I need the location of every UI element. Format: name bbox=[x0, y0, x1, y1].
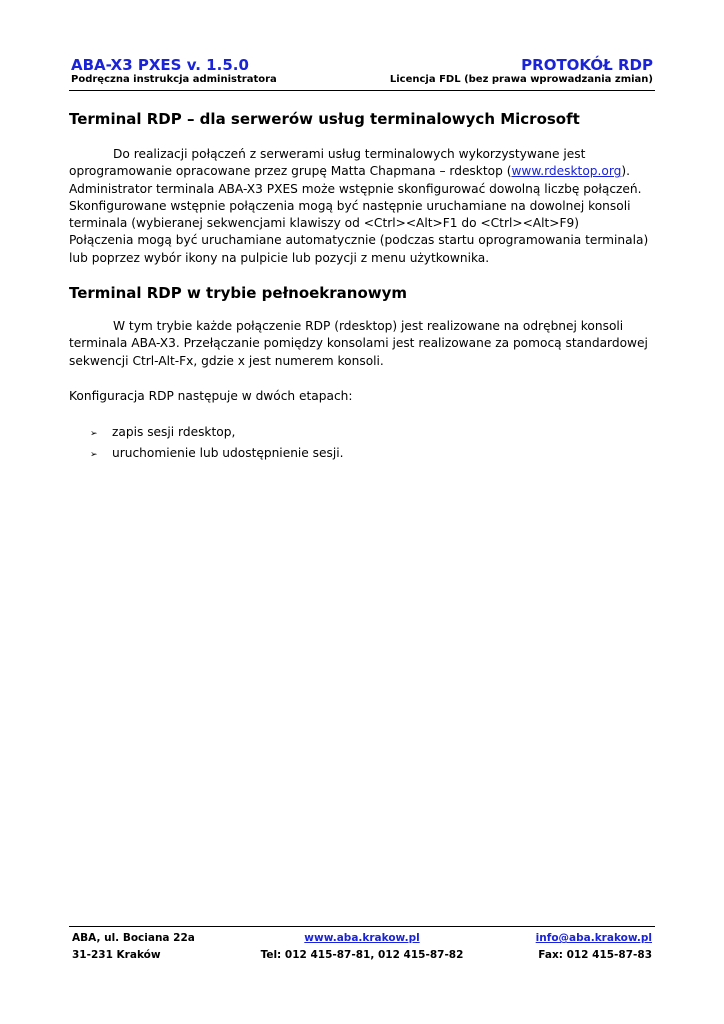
config-intro bbox=[69, 388, 629, 405]
paragraph-line: Do realizacji połączeń z serwerami usług terminalowych wykorzystywane jest bbox=[113, 147, 586, 161]
paragraph-line: terminala (wybieranej sekwencjami klawiszy od <Ctrl><Alt>F1 do <Ctrl><Alt>F9) bbox=[69, 216, 580, 231]
footer-email bbox=[536, 932, 652, 944]
header-title: ABA-X3 PXES v. 1.5.0 bbox=[71, 56, 249, 74]
paragraph-line: Konfiguracja RDP następuje w dwóch etapach: bbox=[69, 389, 353, 403]
website-link[interactable]: www.aba.krakow.pl bbox=[304, 932, 420, 944]
list-item-label: zapis sesji rdesktop, bbox=[112, 425, 236, 439]
arrowhead-bullet-icon: ➢ bbox=[90, 450, 98, 460]
paragraph-line: lub poprzez wybór ikony na pulpicie lub pozycji z menu użytkownika. bbox=[69, 250, 490, 265]
email-link[interactable]: info@aba.krakow.pl bbox=[535, 932, 652, 944]
paragraph-line: W tym trybie każde połączenie RDP (rdesktop) jest realizowane na odrębnej konsoli bbox=[113, 319, 624, 333]
text-span: oprogramowanie opracowane przez grupę Matta Chapmana – rdesktop ( bbox=[69, 164, 512, 179]
page-header bbox=[69, 54, 655, 91]
rdesktop-link[interactable]: www.rdesktop.org bbox=[511, 164, 622, 179]
section-heading-microsoft: Terminal RDP – dla serwerów usług terminalowych Microsoft bbox=[69, 110, 580, 128]
header-right-title: PROTOKÓŁ RDP bbox=[521, 56, 653, 74]
config-steps-list bbox=[90, 422, 344, 464]
footer-address-line2: 31-231 Kraków bbox=[72, 949, 161, 961]
footer-phone: Tel: 012 415-87-81, 012 415-87-82 bbox=[260, 949, 464, 961]
arrowhead-bullet-icon: ➢ bbox=[90, 429, 98, 439]
paragraph-line: Administrator terminala ABA-X3 PXES może wstępnie skonfigurować dowolną liczbę połączeń. bbox=[69, 181, 642, 196]
paragraph-line: terminala ABA-X3. Przełączanie pomiędzy konsolami jest realizowane za pomocą standardowej bbox=[69, 336, 648, 351]
text-span: ). bbox=[621, 164, 631, 179]
footer-fax: Fax: 012 415-87-83 bbox=[538, 949, 652, 961]
section-heading-fullscreen: Terminal RDP w trybie pełnoekranowym bbox=[69, 284, 408, 302]
page-footer bbox=[69, 926, 655, 967]
paragraph-line: Skonfigurowane wstępnie połączenia mogą być następnie uruchamiane na dowolnej konsoli bbox=[69, 198, 631, 213]
header-right-subtitle: Licencja FDL (bez prawa wprowadzania zmian) bbox=[389, 74, 653, 85]
list-item bbox=[90, 443, 344, 464]
section1-paragraph bbox=[69, 146, 649, 267]
list-item bbox=[90, 422, 344, 443]
section2-paragraph bbox=[69, 318, 648, 370]
paragraph-line bbox=[69, 163, 629, 180]
header-subtitle: Podręczna instrukcja administratora bbox=[71, 74, 277, 85]
paragraph-line: sekwencji Ctrl-Alt-Fx, gdzie x jest numerem konsoli. bbox=[69, 353, 384, 368]
paragraph-line: Połączenia mogą być uruchamiane automatycznie (podczas startu oprogramowania terminala) bbox=[69, 233, 649, 248]
footer-address-line1: ABA, ul. Bociana 22a bbox=[72, 932, 195, 944]
list-item-label: uruchomienie lub udostępnienie sesji. bbox=[112, 446, 344, 460]
